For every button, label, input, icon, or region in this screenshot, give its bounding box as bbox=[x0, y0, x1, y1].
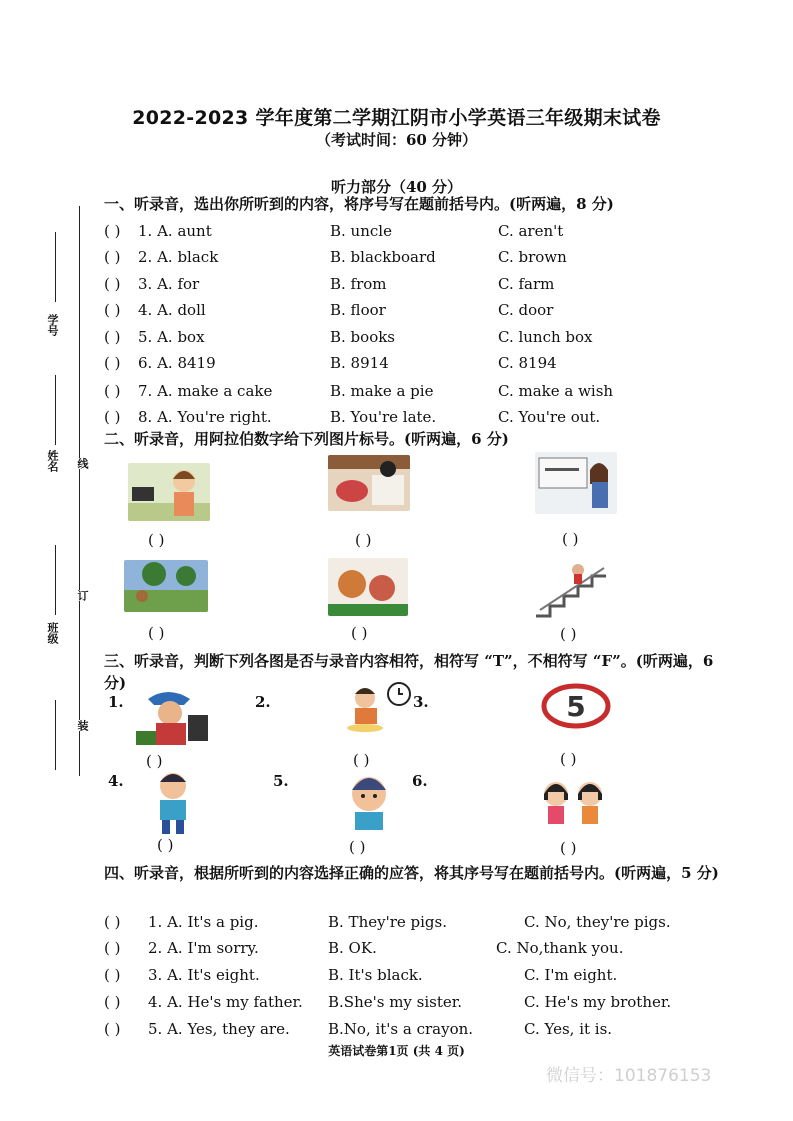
s2-blank-1[interactable]: ( ) bbox=[148, 531, 165, 549]
s3-blank-6[interactable]: ( ) bbox=[560, 839, 577, 857]
s2-blank-2[interactable]: ( ) bbox=[355, 531, 372, 549]
option-a: 2. A. black bbox=[138, 248, 219, 266]
s1-item-8 bbox=[104, 408, 744, 428]
option-b: B. uncle bbox=[330, 222, 392, 240]
s4-item-3 bbox=[104, 966, 744, 986]
margin-seal-label: 装 bbox=[76, 720, 89, 731]
answer-blank[interactable]: ( ) bbox=[104, 939, 121, 957]
option-c: C. lunch box bbox=[498, 328, 593, 346]
option-b: B. blackboard bbox=[330, 248, 436, 266]
picture-boy-face bbox=[343, 770, 395, 832]
picture-phone-call bbox=[128, 463, 210, 521]
option-c: C. make a wish bbox=[498, 382, 614, 400]
exam-duration: （考试时间：60 分钟） bbox=[315, 131, 478, 149]
picture-boy-cap bbox=[130, 685, 216, 749]
section2-heading: 二、听录音，用阿拉伯数字给下列图片标号。(听两遍，6 分) bbox=[104, 430, 509, 448]
listening-part-title: 听力部分（40 分） bbox=[330, 178, 463, 196]
option-a: 3. A. for bbox=[138, 275, 200, 293]
option-b: B. You're late. bbox=[330, 408, 437, 426]
s1-item-6 bbox=[104, 354, 744, 374]
picture-park bbox=[124, 560, 208, 612]
option-b: B. OK. bbox=[328, 939, 377, 957]
option-a: 8. A. You're right. bbox=[138, 408, 272, 426]
option-b: B.She's my sister. bbox=[328, 993, 463, 1011]
option-a: 7. A. make a cake bbox=[138, 382, 273, 400]
answer-blank[interactable]: ( ) bbox=[104, 275, 121, 293]
option-a: 1. A. aunt bbox=[138, 222, 212, 240]
option-a: 5. A. box bbox=[138, 328, 205, 346]
option-c: C. You're out. bbox=[498, 408, 601, 426]
margin-binding-line bbox=[79, 206, 80, 776]
picture-boy-clock bbox=[343, 680, 419, 736]
margin-order-label: 订 bbox=[76, 590, 89, 601]
answer-blank[interactable]: ( ) bbox=[104, 222, 121, 240]
answer-blank[interactable]: ( ) bbox=[104, 966, 121, 984]
s2-blank-3[interactable]: ( ) bbox=[562, 530, 579, 548]
answer-blank[interactable]: ( ) bbox=[104, 1020, 121, 1038]
option-a: 4. A. doll bbox=[138, 301, 206, 319]
name-line bbox=[55, 375, 56, 445]
seal-line bbox=[55, 700, 56, 770]
option-c: C. No,thank you. bbox=[496, 939, 624, 957]
option-b: B. make a pie bbox=[330, 382, 434, 400]
s1-item-2 bbox=[104, 248, 744, 268]
s3-number-2: 2. bbox=[255, 693, 271, 711]
margin-name: 姓名 bbox=[46, 450, 59, 472]
page-footer: 英语试卷第1页 (共 4 页) bbox=[328, 1044, 465, 1058]
option-c: C. Yes, it is. bbox=[524, 1020, 613, 1038]
s3-blank-3[interactable]: ( ) bbox=[560, 750, 577, 768]
s1-item-5 bbox=[104, 328, 744, 348]
option-b: B. from bbox=[330, 275, 387, 293]
option-c: C. door bbox=[498, 301, 554, 319]
s2-blank-6[interactable]: ( ) bbox=[560, 625, 577, 643]
s3-number-3: 3. bbox=[413, 693, 429, 711]
option-b: B. books bbox=[330, 328, 396, 346]
option-a: 1. A. It's a pig. bbox=[148, 913, 259, 931]
option-b: B. 8914 bbox=[330, 354, 389, 372]
option-c: C. farm bbox=[498, 275, 555, 293]
picture-eating bbox=[328, 455, 410, 511]
s2-blank-5[interactable]: ( ) bbox=[351, 624, 368, 642]
option-a: 4. A. He's my father. bbox=[148, 993, 303, 1011]
s1-item-1 bbox=[104, 222, 744, 242]
option-c: C. aren't bbox=[498, 222, 564, 240]
option-b: B.No, it's a crayon. bbox=[328, 1020, 474, 1038]
watermark: 微信号：101876153 bbox=[546, 1066, 712, 1086]
s1-item-7 bbox=[104, 382, 744, 402]
picture-stairs bbox=[534, 558, 612, 618]
option-c: C. He's my brother. bbox=[524, 993, 672, 1011]
picture-teacher-blackboard bbox=[535, 452, 617, 514]
answer-blank[interactable]: ( ) bbox=[104, 354, 121, 372]
s4-item-5 bbox=[104, 1020, 744, 1040]
picture-boy-standing bbox=[150, 770, 196, 836]
s3-number-1: 1. bbox=[108, 693, 124, 711]
s4-item-2 bbox=[104, 939, 744, 959]
picture-number-sign bbox=[541, 683, 611, 729]
option-a: 2. A. I'm sorry. bbox=[148, 939, 259, 957]
option-c: C. I'm eight. bbox=[524, 966, 618, 984]
picture-two-girls bbox=[534, 778, 614, 832]
section4-heading: 四、听录音，根据所听到的内容选择正确的应答，将其序号写在题前括号内。(听两遍，5 分) bbox=[104, 864, 719, 882]
margin-bind-label: 线 bbox=[76, 458, 89, 469]
s3-number-5: 5. bbox=[273, 772, 289, 790]
s3-blank-4[interactable]: ( ) bbox=[157, 836, 174, 854]
s3-number-4: 4. bbox=[108, 772, 124, 790]
s3-blank-2[interactable]: ( ) bbox=[353, 751, 370, 769]
s3-blank-1[interactable]: ( ) bbox=[146, 752, 163, 770]
picture-animals bbox=[328, 558, 408, 616]
page-title: 2022-2023 学年度第二学期江阴市小学英语三年级期末试卷 bbox=[132, 107, 661, 129]
option-b: B. It's black. bbox=[328, 966, 423, 984]
s4-item-4 bbox=[104, 993, 744, 1013]
s2-blank-4[interactable]: ( ) bbox=[148, 624, 165, 642]
s3-number-6: 6. bbox=[412, 772, 428, 790]
option-c: C. 8194 bbox=[498, 354, 557, 372]
option-b: B. They're pigs. bbox=[328, 913, 447, 931]
student-id-line bbox=[55, 232, 56, 302]
s4-item-1 bbox=[104, 913, 744, 933]
answer-blank[interactable]: ( ) bbox=[104, 382, 121, 400]
svg-text:5: 5 bbox=[566, 690, 586, 723]
option-b: B. floor bbox=[330, 301, 386, 319]
section1-heading: 一、听录音，选出你所听到的内容，将序号写在题前括号内。(听两遍，8 分) bbox=[104, 195, 614, 213]
s1-item-3 bbox=[104, 275, 744, 295]
s3-blank-5[interactable]: ( ) bbox=[349, 838, 366, 856]
answer-blank[interactable]: ( ) bbox=[104, 328, 121, 346]
option-c: C. brown bbox=[498, 248, 567, 266]
answer-blank[interactable]: ( ) bbox=[104, 248, 121, 266]
class-line bbox=[55, 545, 56, 615]
answer-blank[interactable]: ( ) bbox=[104, 408, 121, 426]
margin-class: 班级 bbox=[46, 622, 59, 644]
option-c: C. No, they're pigs. bbox=[524, 913, 671, 931]
margin-student-id: 学号 bbox=[46, 314, 59, 336]
option-a: 5. A. Yes, they are. bbox=[148, 1020, 290, 1038]
s1-item-4 bbox=[104, 301, 744, 321]
answer-blank[interactable]: ( ) bbox=[104, 913, 121, 931]
section3-heading: 三、听录音，判断下列各图是否与录音内容相符，相符写 “T”，不相符写 “F”。(听两遍，6 分) bbox=[104, 652, 714, 692]
answer-blank[interactable]: ( ) bbox=[104, 301, 121, 319]
answer-blank[interactable]: ( ) bbox=[104, 993, 121, 1011]
option-a: 3. A. It's eight. bbox=[148, 966, 260, 984]
option-a: 6. A. 8419 bbox=[138, 354, 216, 372]
